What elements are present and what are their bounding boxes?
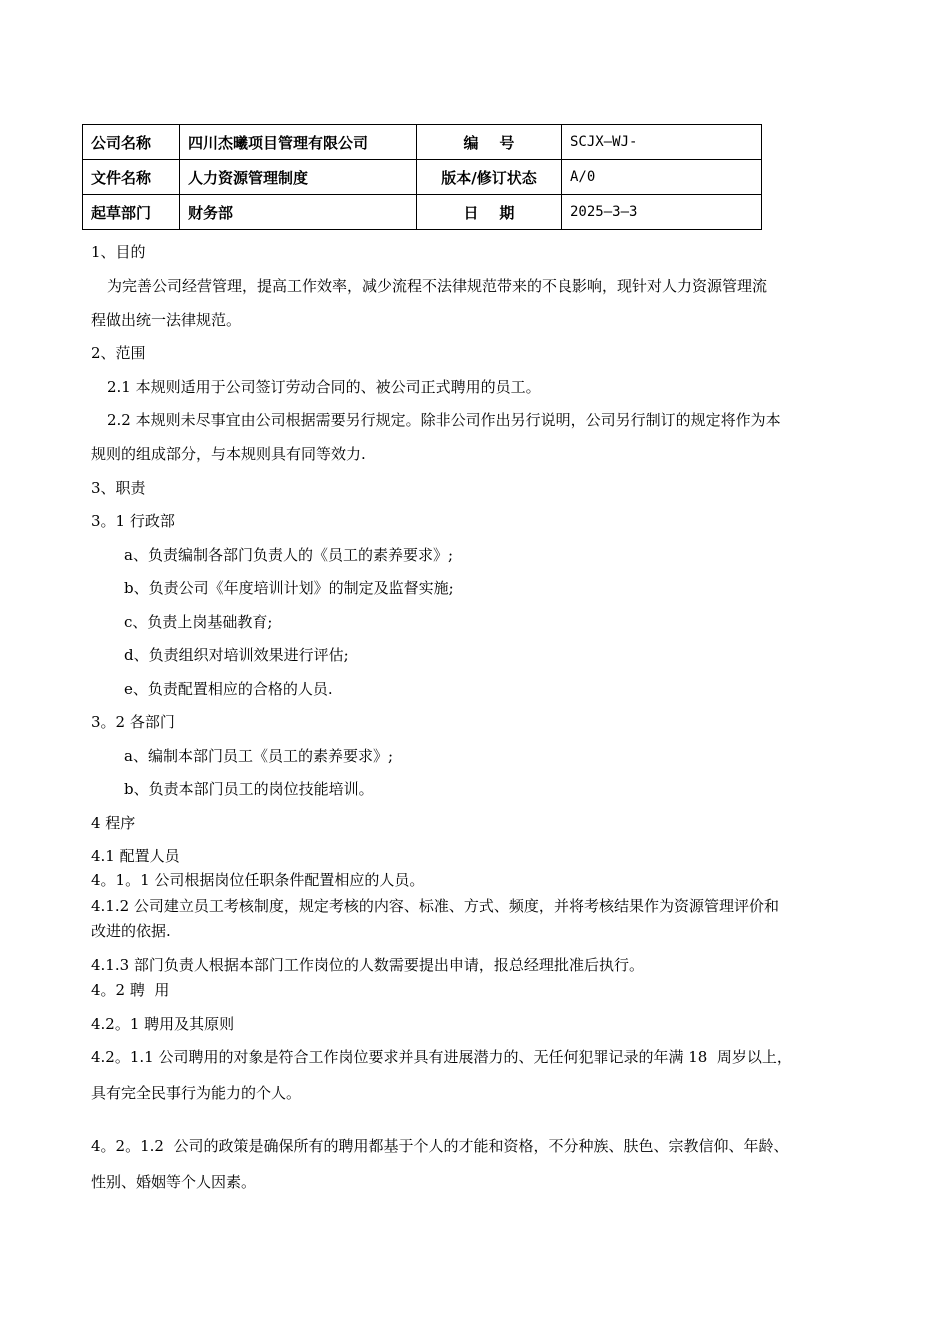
section-3-1-item-e: e、负责配置相应的合格的人员. — [124, 680, 333, 698]
company-label: 公司名称 — [83, 125, 180, 160]
section-3-1-item-a: a、负责编制各部门负责人的《员工的素养要求》; — [124, 546, 453, 564]
section-4-1-2-line-2: 改进的依据. — [91, 922, 171, 940]
section-4-2-1-2-line-2: 性别、婚姻等个人因素。 — [91, 1173, 257, 1191]
date-label: 日 期 — [417, 195, 562, 230]
code-label: 编 号 — [417, 125, 562, 160]
section-4-2-1-title: 4.2。1 聘用及其原则 — [91, 1015, 235, 1033]
file-label: 文件名称 — [83, 160, 180, 195]
section-4-1-2-line-1: 4.1.2 公司建立员工考核制度，规定考核的内容、标准、方式、频度，并将考核结果作为资源管理评价和 — [91, 897, 779, 915]
header-row-file — [83, 160, 762, 195]
section-3-1-title: 3。1 行政部 — [91, 512, 175, 530]
section-4-1-1: 4。1。1 公司根据岗位任职条件配置相应的人员。 — [91, 871, 425, 889]
section-1-title: 1、目的 — [91, 243, 146, 261]
section-3-1-item-c: c、负责上岗基础教育; — [124, 613, 273, 631]
section-4-title: 4 程序 — [91, 814, 136, 832]
section-2-2-line-2: 规则的组成部分，与本规则具有同等效力. — [91, 445, 366, 463]
version-label: 版本/修订状态 — [417, 160, 562, 195]
header-row-dept — [83, 195, 762, 230]
dept-value: 财务部 — [180, 195, 417, 230]
section-2-1: 2.1 本规则适用于公司签订劳动合同的、被公司正式聘用的员工。 — [107, 378, 541, 396]
section-4-2-1-1-line-2: 具有完全民事行为能力的个人。 — [91, 1084, 302, 1102]
section-4-2-title: 4。2 聘 用 — [91, 981, 170, 999]
section-3-2-item-a: a、编制本部门员工《员工的素养要求》; — [124, 747, 393, 765]
section-3-title: 3、职责 — [91, 479, 146, 497]
header-row-company — [83, 125, 762, 160]
company-value: 四川杰曦项目管理有限公司 — [180, 125, 417, 160]
version-value: A/0 — [562, 160, 762, 195]
section-2-title: 2、范围 — [91, 344, 146, 362]
section-1-paragraph-line-1: 为完善公司经营管理，提高工作效率，减少流程不法律规范带来的不良影响，现针对人力资源管理流 — [107, 277, 768, 295]
section-3-2-title: 3。2 各部门 — [91, 713, 175, 731]
file-value: 人力资源管理制度 — [180, 160, 417, 195]
section-3-2-item-b: b、负责本部门员工的岗位技能培训。 — [124, 780, 374, 798]
section-4-1-3: 4.1.3 部门负责人根据本部门工作岗位的人数需要提出申请，报总经理批准后执行。 — [91, 956, 644, 974]
section-4-1-title: 4.1 配置人员 — [91, 847, 180, 865]
dept-label: 起草部门 — [83, 195, 180, 230]
section-3-1-item-d: d、负责组织对培训效果进行评估; — [124, 646, 349, 664]
document-header-table — [82, 124, 762, 230]
code-value: SCJX—WJ- — [562, 125, 762, 160]
section-4-2-1-2-line-1: 4。2。1.2 公司的政策是确保所有的聘用都基于个人的才能和资格，不分种族、肤色、宗教信仰、年龄、 — [91, 1137, 789, 1155]
section-4-2-1-1-line-1: 4.2。1.1 公司聘用的对象是符合工作岗位要求并具有进展潜力的、无任何犯罪记录的年满 18 周岁以上， — [91, 1048, 792, 1066]
section-1-paragraph-line-2: 程做出统一法律规范。 — [91, 311, 242, 329]
section-3-1-item-b: b、负责公司《年度培训计划》的制定及监督实施; — [124, 579, 454, 597]
date-value: 2025—3—3 — [562, 195, 762, 230]
section-2-2-line-1: 2.2 本规则未尽事宜由公司根据需要另行规定。除非公司作出另行说明，公司另行制订的规定将作为本 — [107, 411, 781, 429]
